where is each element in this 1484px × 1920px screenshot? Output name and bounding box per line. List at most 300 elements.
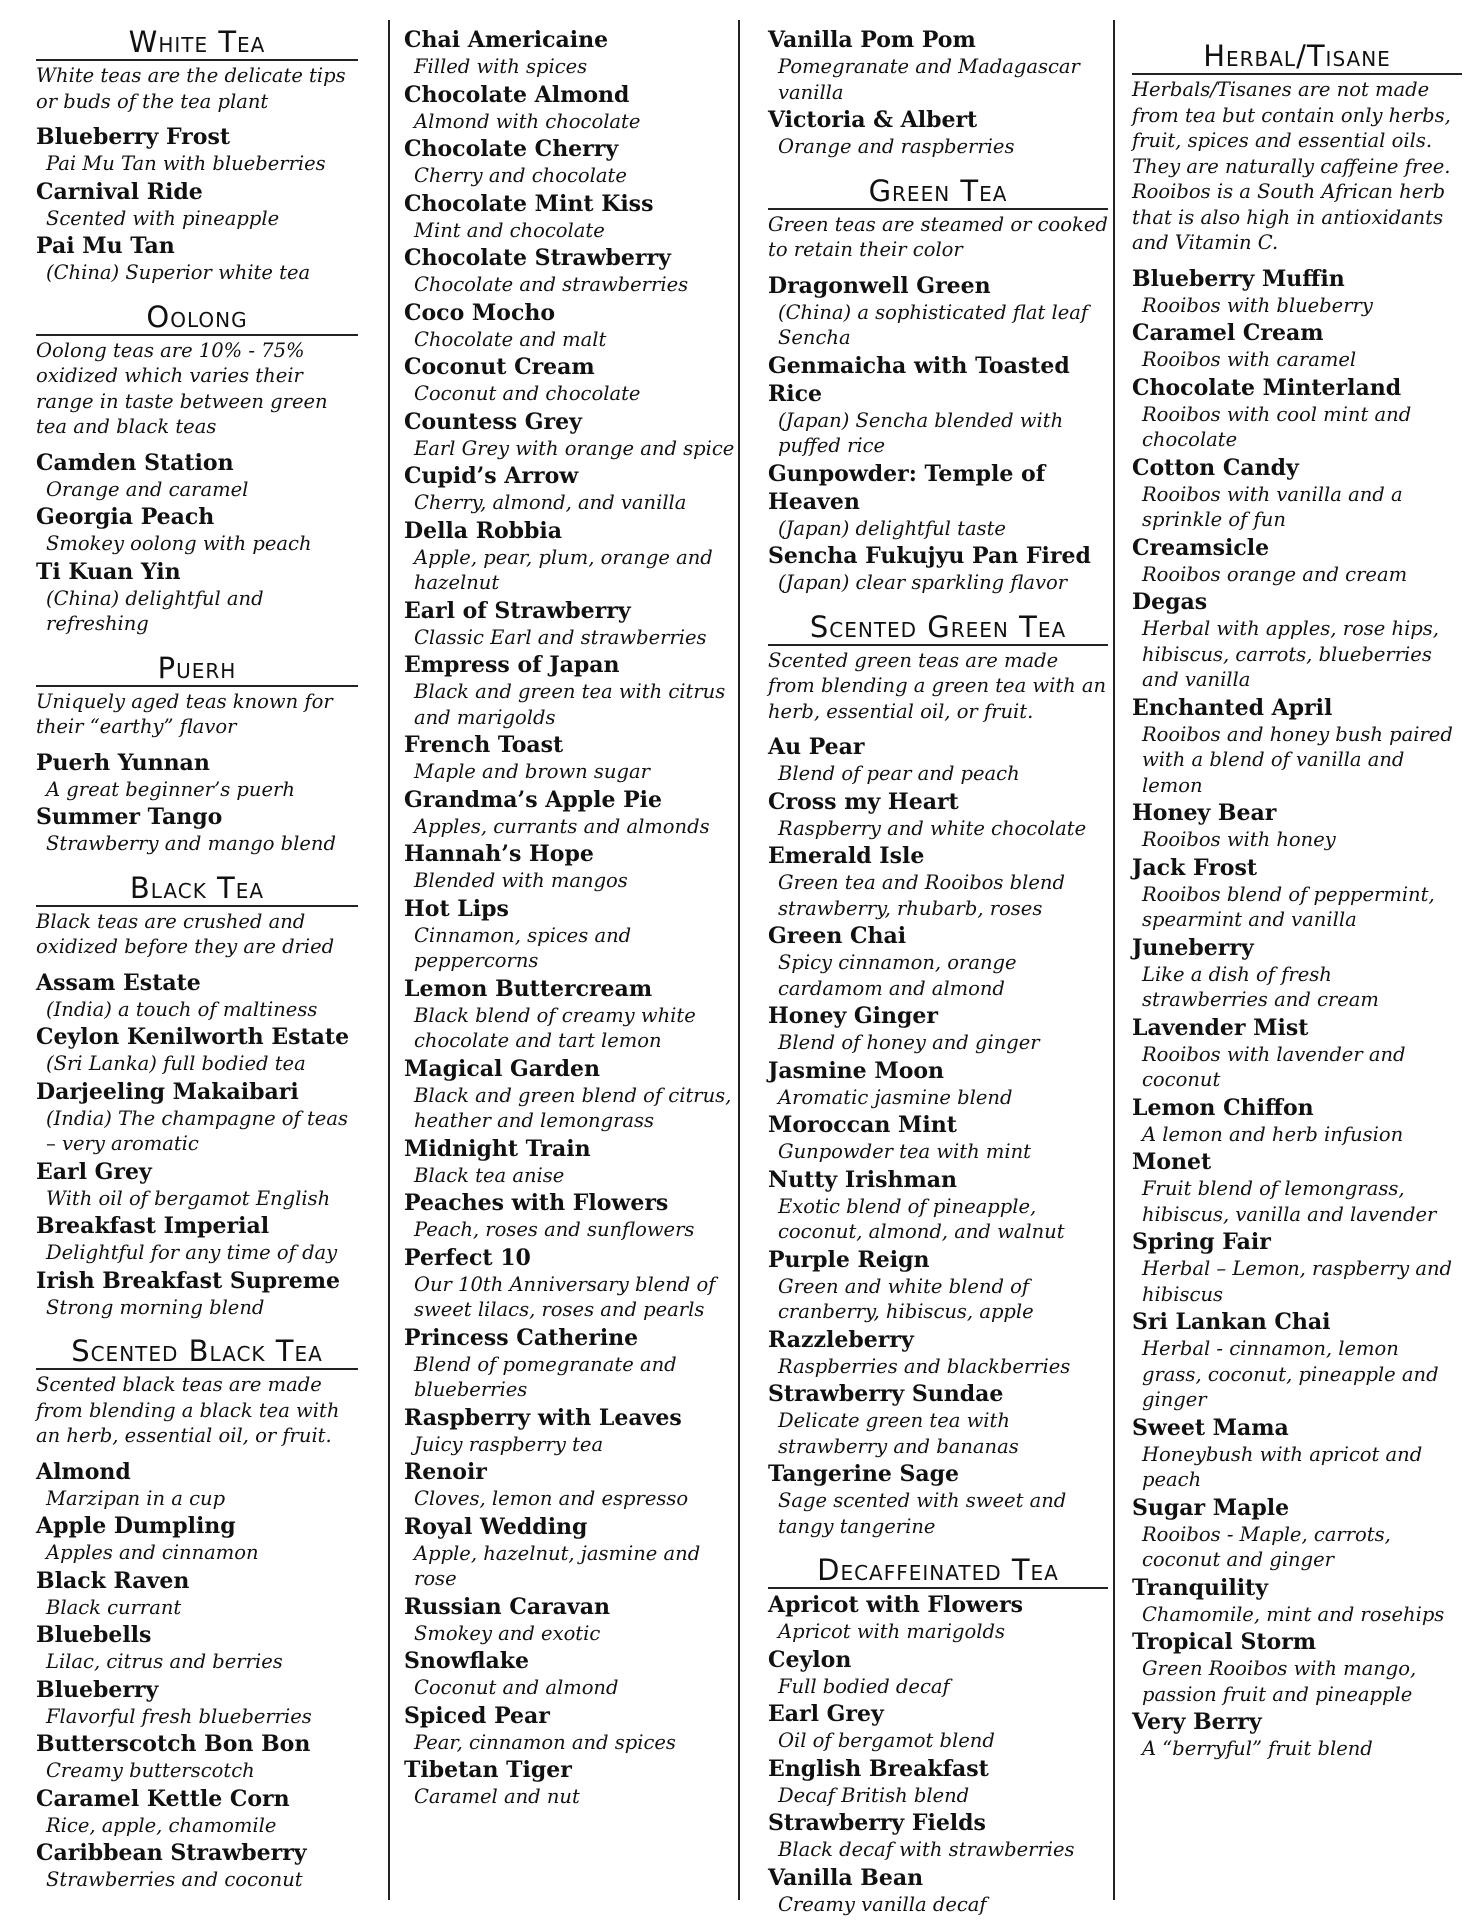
tea-name: Lemon Chiffon [1132, 1094, 1314, 1121]
tea-item [768, 922, 1108, 1001]
tea-name: Countess Grey [404, 408, 582, 435]
tea-description: Fruit blend of lemongrass, hibiscus, vanilla and lavender [1142, 1177, 1437, 1226]
tea-name: Carnival Ride [36, 178, 203, 205]
tea-description: Herbal - cinnamon, lemon grass, coconut, pineapple and ginger [1142, 1337, 1439, 1411]
tea-item [768, 460, 1108, 542]
tea-name: Lemon Buttercream [404, 975, 653, 1002]
tea-item [36, 178, 358, 232]
tea-name: Black Raven [36, 1567, 190, 1594]
tea-name: Tibetan Tiger [404, 1757, 572, 1783]
tea-item [404, 353, 740, 407]
section-spacer [36, 1321, 358, 1335]
menu-section-puerh [36, 638, 358, 857]
tea-name: Vanilla Pom Pom [768, 27, 976, 53]
tea-description: Cloves, lemon and espresso [414, 1487, 689, 1510]
tea-description: Strong morning blend [46, 1295, 265, 1319]
tea-description: (India) a touch of maltiness [46, 997, 318, 1021]
tea-description: Rooibos with lavender and coconut [1142, 1042, 1406, 1091]
tea-item [36, 449, 358, 503]
tea-name: Hannah’s Hope [404, 841, 594, 867]
tea-item [404, 299, 740, 353]
tea-item [404, 462, 740, 516]
tea-description: Blended with mangos [414, 869, 628, 892]
tea-item [1132, 1414, 1462, 1493]
tea-name: Earl Grey [768, 1701, 884, 1727]
tea-name: Empress of Japan [404, 652, 620, 678]
tea-name: Coconut Cream [404, 354, 595, 380]
section-heading: Scented Black Tea [36, 1335, 358, 1370]
tea-description: Pomegranate and Madagascar vanilla [778, 55, 1080, 104]
tea-description: Black tea anise [414, 1163, 565, 1187]
tea-item [1132, 319, 1462, 373]
tea-description: Rooibos with vanilla and a sprinkle of fun [1142, 482, 1403, 531]
tea-name: Spiced Pear [404, 1702, 550, 1729]
tea-description: (Japan) delightful taste [778, 516, 1006, 540]
tea-item [36, 969, 358, 1023]
tea-name: Hot Lips [404, 895, 509, 922]
tea-name: Puerh Yunnan [36, 749, 210, 776]
tea-description: (Japan) clear sparkling flavor [778, 571, 1068, 594]
tea-description: Black decaf with strawberries [778, 1838, 1075, 1861]
tea-name: Georgia Peach [36, 504, 215, 530]
section-spacer [36, 287, 358, 301]
tea-description: Delightful for any time of day [46, 1241, 338, 1264]
tea-description: Marzipan in a cup [46, 1486, 226, 1510]
tea-description: Raspberry and white chocolate [778, 816, 1087, 840]
tea-item [36, 1158, 358, 1212]
tea-item [768, 1755, 1108, 1809]
tea-description: Apricot with marigolds [778, 1620, 1005, 1643]
tea-item [1132, 454, 1462, 533]
tea-item [404, 1189, 740, 1243]
tea-item [404, 26, 740, 80]
tea-name: Strawberry Sundae [768, 1381, 1004, 1407]
tea-description: (Sri Lanka) full bodied tea [46, 1052, 306, 1075]
menu-section [768, 26, 1108, 160]
tea-description: Chamomile, mint and rosehips [1142, 1602, 1445, 1626]
section-description: Oolong teas are 10% - 75% oxidized which varies their range in taste between green tea and black teas [36, 338, 328, 438]
tea-description: Like a dish of fresh strawberries and cream [1142, 962, 1379, 1011]
tea-description: Creamy butterscotch [46, 1759, 255, 1782]
tea-description: Mint and chocolate [414, 218, 605, 242]
tea-name: Pai Mu Tan [36, 233, 175, 259]
menu-column-4 [1132, 26, 1462, 1763]
tea-description: Rooibos with honey [1142, 828, 1336, 851]
tea-description: Green Rooibos with mango, passion fruit and pineapple [1142, 1657, 1417, 1706]
tea-description: Herbal – Lemon, raspberry and hibiscus [1142, 1257, 1453, 1306]
tea-item [768, 272, 1108, 351]
tea-description: Apples and cinnamon [46, 1541, 259, 1564]
tea-item [36, 1839, 358, 1893]
tea-item [768, 1864, 1108, 1918]
tea-item [768, 1646, 1108, 1700]
tea-name: Chocolate Minterland [1132, 374, 1402, 401]
section-heading: Decaffeinated Tea [768, 1554, 1108, 1589]
tea-item [404, 731, 740, 785]
tea-item [36, 1785, 358, 1839]
tea-name: Tranquility [1132, 1574, 1269, 1601]
tea-item [404, 1458, 740, 1512]
tea-description: Apples, currants and almonds [414, 814, 710, 838]
tea-item [768, 1460, 1108, 1539]
tea-name: Ti Kuan Yin [36, 558, 181, 585]
section-spacer [768, 161, 1108, 175]
tea-item [36, 1676, 358, 1730]
tea-item [768, 352, 1108, 459]
tea-name: Russian Caravan [404, 1593, 610, 1620]
tea-item [404, 840, 740, 894]
tea-description: Coconut and almond [414, 1676, 619, 1699]
tea-description: Strawberries and coconut [46, 1868, 303, 1891]
tea-item [1132, 374, 1462, 453]
section-description: White teas are the delicate tips or buds of the tea plant [36, 64, 346, 113]
tea-item [404, 517, 740, 596]
tea-description: Spicy cinnamon, orange cardamom and almond [778, 951, 1017, 1000]
tea-name: Camden Station [36, 449, 234, 476]
tea-name: Razzleberry [768, 1326, 914, 1353]
tea-item [36, 503, 358, 557]
tea-item [404, 408, 740, 462]
menu-section-white-tea [36, 26, 358, 286]
tea-description: Blend of honey and ginger [778, 1031, 1040, 1054]
tea-name: Tropical Storm [1132, 1629, 1317, 1655]
tea-name: Magical Garden [404, 1055, 601, 1082]
tea-name: Summer Tango [36, 804, 223, 830]
tea-name: Peaches with Flowers [404, 1190, 669, 1216]
section-description: Scented green teas are made from blending a green tea with an herb, essential oil, or fruit. [768, 648, 1107, 723]
tea-item [1132, 799, 1462, 853]
section-heading: Puerh [36, 652, 358, 687]
tea-item [404, 651, 740, 730]
section-spacer [36, 858, 358, 872]
tea-name: Lavender Mist [1132, 1014, 1309, 1041]
tea-item [1132, 1494, 1462, 1573]
tea-name: Chocolate Cherry [404, 136, 619, 162]
tea-item [404, 135, 740, 189]
tea-description: Herbal with apples, rose hips, hibiscus, carrots, blueberries and vanilla [1142, 617, 1439, 691]
tea-item [404, 597, 740, 651]
tea-description: (Japan) Sencha blended with puffed rice [778, 408, 1064, 457]
tea-item [768, 1700, 1108, 1754]
tea-item [768, 1809, 1108, 1863]
tea-name: Caramel Kettle Corn [36, 1785, 290, 1812]
tea-item [768, 1246, 1108, 1325]
section-spacer [36, 638, 358, 652]
tea-name: Raspberry with Leaves [404, 1404, 682, 1431]
tea-item [1132, 1094, 1462, 1148]
tea-description: Caramel and nut [414, 1785, 580, 1808]
tea-item [768, 1380, 1108, 1459]
tea-description: Black blend of creamy white chocolate and tart lemon [414, 1003, 696, 1052]
tea-description: Pear, cinnamon and spices [414, 1730, 676, 1754]
tea-name: Jasmine Moon [768, 1057, 945, 1084]
tea-name: Cotton Candy [1132, 454, 1299, 481]
tea-description: Black and green blend of citrus, heather and lemongrass [414, 1083, 732, 1132]
tea-description: Smokey and exotic [414, 1621, 601, 1645]
tea-description: Smokey oolong with peach [46, 532, 312, 555]
tea-item [1132, 534, 1462, 588]
tea-name: Chocolate Mint Kiss [404, 190, 654, 217]
tea-name: Midnight Train [404, 1135, 591, 1162]
tea-item [36, 749, 358, 803]
tea-description: Our 10th Anniversary blend of sweet lilacs, roses and pearls [414, 1272, 716, 1321]
tea-name: Degas [1132, 589, 1208, 615]
tea-description: (China) a sophisticated flat leaf Sencha [778, 300, 1089, 349]
tea-name: Chocolate Strawberry [404, 245, 671, 271]
tea-name: Della Robbia [404, 517, 563, 544]
tea-item [404, 895, 740, 974]
tea-name: Monet [1132, 1149, 1212, 1175]
tea-name: Chai Americaine [404, 27, 609, 53]
tea-description: Filled with spices [414, 55, 588, 78]
column-divider [1113, 20, 1115, 1900]
tea-description: Rice, apple, chamomile [46, 1813, 277, 1837]
tea-name: Earl Grey [36, 1158, 152, 1185]
tea-description: With oil of bergamot English [46, 1186, 331, 1210]
tea-item [1132, 1014, 1462, 1093]
tea-description: Rooibos - Maple, carrots, coconut and ginger [1142, 1522, 1391, 1571]
tea-description: Strawberry and mango blend [46, 832, 336, 855]
section-spacer [1132, 26, 1462, 40]
tea-name: Blueberry Muffin [1132, 265, 1345, 292]
tea-description: Scented with pineapple [46, 206, 280, 230]
tea-item [768, 1166, 1108, 1245]
tea-name: Ceylon [768, 1646, 852, 1673]
tea-item [404, 1135, 740, 1189]
tea-description: Cherry, almond, and vanilla [414, 491, 687, 514]
tea-name: Earl of Strawberry [404, 597, 631, 624]
menu-section-decaffeinated-tea [768, 1540, 1108, 1917]
tea-description: Oil of bergamot blend [778, 1729, 995, 1752]
tea-item [404, 1702, 740, 1756]
tea-description: Blend of pear and peach [778, 762, 1020, 785]
tea-item [1132, 265, 1462, 319]
tea-description: Full bodied decaf [778, 1674, 950, 1698]
tea-name: Ceylon Kenilworth Estate [36, 1024, 350, 1050]
tea-name: Moroccan Mint [768, 1112, 957, 1138]
tea-item [36, 1730, 358, 1784]
tea-description: Flavorful fresh blueberries [46, 1704, 312, 1728]
tea-item [36, 1458, 358, 1512]
tea-name: Juneberry [1132, 934, 1254, 961]
tea-item [36, 1267, 358, 1321]
menu-section-black-tea [36, 858, 358, 1321]
tea-description: Sage scented with sweet and tangy tangerine [778, 1489, 1067, 1538]
tea-item [404, 1324, 740, 1403]
section-spacer [768, 597, 1108, 611]
tea-description: A great beginner’s puerh [46, 777, 295, 801]
tea-item [1132, 854, 1462, 933]
tea-description: Orange and raspberries [778, 135, 1015, 158]
tea-description: Delicate green tea with strawberry and bananas [778, 1409, 1019, 1458]
tea-name: Victoria & Albert [768, 107, 978, 133]
section-description: Herbals/Tisanes are not made from tea but contain only herbs, fruit, spices and essential oils. They are naturally caffeine free. Rooibos is a South African herb that is also high in antioxidants and Vitamin C. [1132, 78, 1451, 254]
tea-name: Genmaicha with Toasted Rice [768, 352, 1070, 407]
tea-name: Sri Lankan Chai [1132, 1309, 1331, 1335]
tea-item [1132, 1574, 1462, 1628]
tea-description: (China) delightful and refreshing [46, 586, 264, 635]
section-heading: Herbal/Tisane [1132, 40, 1462, 75]
tea-name: Bluebells [36, 1622, 152, 1648]
tea-name: Strawberry Fields [768, 1810, 986, 1836]
tea-item [404, 81, 740, 135]
tea-description: Apple, pear, plum, orange and hazelnut [414, 545, 713, 594]
tea-name: Coco Mocho [404, 299, 556, 326]
tea-name: Grandma’s Apple Pie [404, 786, 662, 813]
tea-item [404, 1055, 740, 1134]
menu-column-1 [36, 26, 358, 1894]
tea-name: Snowflake [404, 1648, 529, 1674]
menu-section-oolong [36, 287, 358, 637]
tea-item [768, 1057, 1108, 1111]
tea-item [1132, 588, 1462, 693]
tea-description: Black currant [46, 1595, 182, 1619]
tea-name: Sweet Mama [1132, 1414, 1289, 1441]
tea-item [36, 558, 358, 637]
tea-name: Darjeeling Makaibari [36, 1078, 299, 1105]
section-spacer [768, 1540, 1108, 1554]
tea-item [768, 1326, 1108, 1380]
tea-description: Coconut and chocolate [414, 382, 641, 405]
tea-description: Rooibos with blueberry [1142, 293, 1373, 317]
tea-description: Chocolate and strawberries [414, 273, 689, 296]
tea-name: French Toast [404, 732, 564, 758]
tea-description: Peach, roses and sunflowers [414, 1218, 695, 1241]
menu-column-3 [768, 26, 1108, 1918]
tea-item [36, 1023, 358, 1077]
tea-description: Rooibos blend of peppermint, spearmint and vanilla [1142, 882, 1435, 931]
section-heading: Scented Green Tea [768, 611, 1108, 646]
tea-item [768, 1591, 1108, 1645]
tea-item [36, 232, 358, 286]
menu-section-scented-green-tea [768, 597, 1108, 1540]
tea-description: Rooibos with cool mint and chocolate [1142, 402, 1412, 451]
tea-name: Vanilla Bean [768, 1864, 924, 1891]
tea-description: Chocolate and malt [414, 327, 607, 351]
tea-description: Green tea and Rooibos blend strawberry, rhubarb, roses [778, 871, 1065, 920]
tea-description: Honeybush with apricot and peach [1142, 1442, 1423, 1491]
tea-name: Chocolate Almond [404, 81, 630, 108]
section-heading: Green Tea [768, 175, 1108, 210]
tea-item [404, 244, 740, 298]
tea-description: A lemon and herb infusion [1142, 1122, 1404, 1146]
tea-item [36, 1212, 358, 1266]
tea-item [404, 786, 740, 840]
tea-item [1132, 1228, 1462, 1307]
section-heading: White Tea [36, 26, 358, 61]
tea-name: Caribbean Strawberry [36, 1840, 307, 1866]
tea-description: Cherry and chocolate [414, 164, 627, 187]
tea-description: Classic Earl and strawberries [414, 625, 707, 649]
tea-item [404, 1404, 740, 1458]
menu-section [404, 26, 740, 1810]
tea-description: Almond with chocolate [414, 109, 641, 133]
column-divider [388, 20, 390, 1900]
section-description: Black teas are crushed and oxidized before they are dried [36, 909, 335, 958]
tea-name: Butterscotch Bon Bon [36, 1731, 311, 1757]
tea-name: Caramel Cream [1132, 320, 1324, 346]
tea-item [36, 1567, 358, 1621]
tea-name: Tangerine Sage [768, 1461, 960, 1487]
section-description: Green teas are steamed or cooked to retain their color [768, 212, 1108, 261]
tea-description: Exotic blend of pineapple, coconut, almond, and walnut [778, 1194, 1065, 1243]
tea-item [768, 1111, 1108, 1165]
tea-item [36, 1512, 358, 1566]
section-description: Scented black teas are made from blending a black tea with an herb, essential oil, or fruit. [36, 1373, 340, 1447]
tea-description: Decaf British blend [778, 1783, 970, 1807]
tea-item [1132, 1628, 1462, 1707]
tea-name: Breakfast Imperial [36, 1213, 270, 1239]
tea-name: Jack Frost [1132, 854, 1258, 881]
tea-name: Honey Ginger [768, 1003, 939, 1029]
tea-description: (India) The champagne of teas – very aromatic [46, 1106, 348, 1155]
tea-item [768, 26, 1108, 105]
tea-name: Au Pear [768, 734, 865, 760]
tea-name: Enchanted April [1132, 694, 1333, 721]
tea-item [1132, 694, 1462, 799]
tea-name: Apricot with Flowers [768, 1592, 1023, 1618]
tea-name: English Breakfast [768, 1755, 989, 1782]
tea-description: Blend of pomegranate and blueberries [414, 1352, 677, 1401]
tea-item [36, 803, 358, 857]
tea-item [404, 1593, 740, 1647]
tea-description: Creamy vanilla decaf [778, 1892, 987, 1916]
tea-name: Princess Catherine [404, 1324, 639, 1351]
tea-name: Emerald Isle [768, 843, 925, 869]
menu-section-green-tea [768, 161, 1108, 596]
tea-name: Perfect 10 [404, 1244, 531, 1271]
tea-name: Creamsicle [1132, 534, 1270, 561]
tea-name: Green Chai [768, 923, 907, 949]
tea-name: Blueberry [36, 1676, 159, 1703]
tea-description: Juicy raspberry tea [414, 1432, 604, 1456]
tea-name: Renoir [404, 1459, 487, 1485]
tea-item [1132, 1708, 1462, 1762]
tea-description: Gunpowder tea with mint [778, 1140, 1031, 1163]
tea-description: Lilac, citrus and berries [46, 1650, 283, 1673]
tea-description: Pai Mu Tan with blueberries [46, 152, 326, 175]
menu-section-herbal-tisane [1132, 26, 1462, 1762]
tea-item [404, 1513, 740, 1592]
tea-item [768, 733, 1108, 787]
tea-item [768, 542, 1108, 596]
tea-description: (China) Superior white tea [46, 261, 311, 284]
tea-name: Irish Breakfast Supreme [36, 1267, 341, 1294]
tea-name: Royal Wedding [404, 1513, 588, 1540]
tea-description: Aromatic jasmine blend [778, 1085, 1013, 1109]
tea-item [1132, 1148, 1462, 1227]
tea-item [768, 788, 1108, 842]
tea-item [768, 106, 1108, 160]
menu-section-scented-black-tea [36, 1321, 358, 1893]
tea-name: Very Berry [1132, 1709, 1262, 1735]
tea-item [404, 190, 740, 244]
tea-description: A “berryful” fruit blend [1142, 1737, 1373, 1760]
tea-item [1132, 1308, 1462, 1413]
section-heading: Black Tea [36, 872, 358, 907]
tea-name: Spring Fair [1132, 1229, 1271, 1255]
tea-description: Black and green tea with citrus and marigolds [414, 680, 726, 729]
tea-name: Sugar Maple [1132, 1494, 1290, 1521]
tea-description: Rooibos with caramel [1142, 348, 1357, 371]
tea-name: Apple Dumpling [36, 1513, 236, 1539]
tea-item [404, 1647, 740, 1701]
tea-description: Raspberries and blackberries [778, 1354, 1071, 1378]
tea-name: Almond [36, 1458, 131, 1485]
tea-name: Assam Estate [36, 969, 201, 996]
tea-item [36, 1621, 358, 1675]
tea-item [404, 975, 740, 1054]
